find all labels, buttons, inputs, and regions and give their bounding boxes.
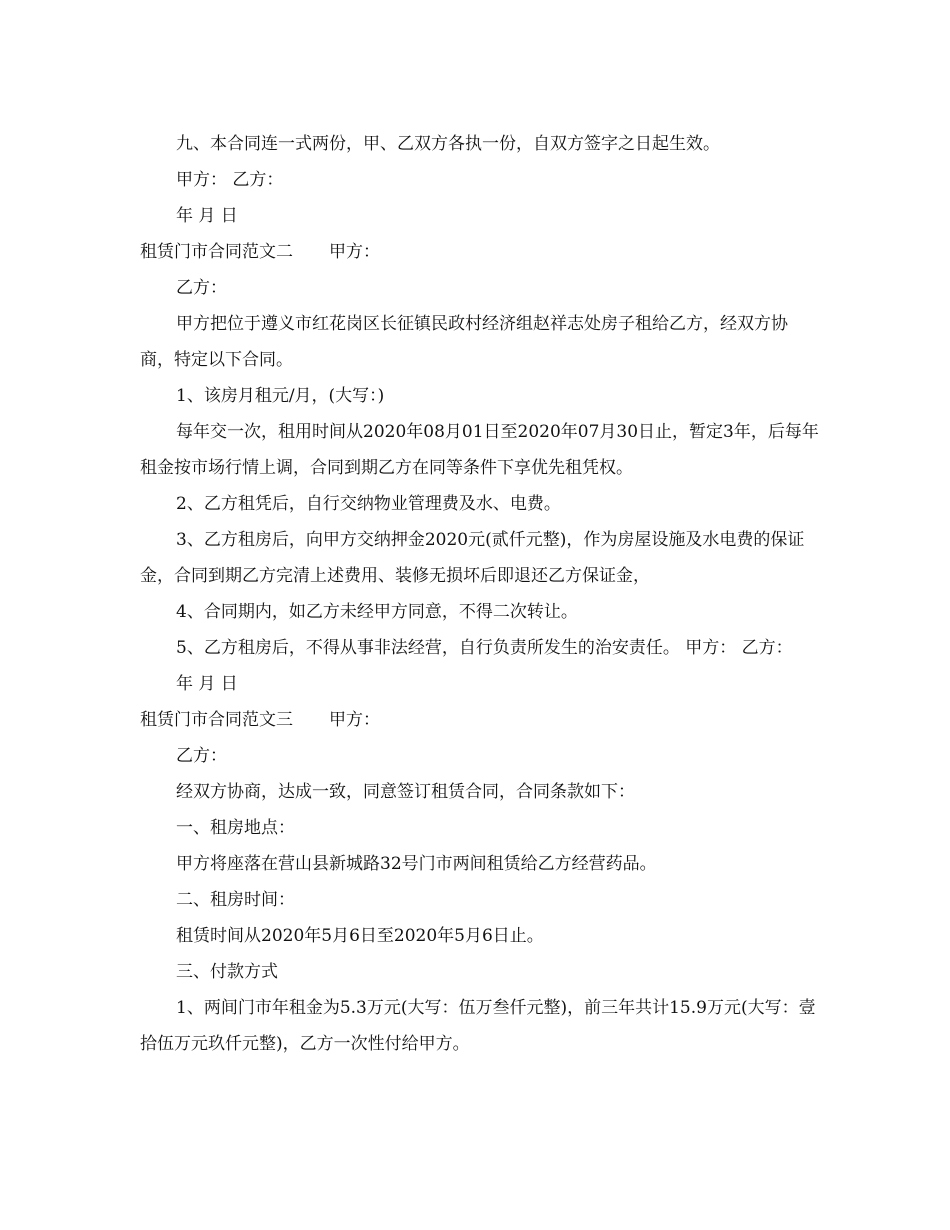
heading-time: 二、租房时间： bbox=[176, 890, 295, 910]
signature-line: 甲方： 乙方： bbox=[176, 170, 284, 190]
clause-two: 2、乙方租凭后，自行交纳物业管理费及水、电费。 bbox=[176, 494, 561, 514]
section-heading-three bbox=[140, 702, 820, 738]
paragraph: 每年交一次，租用时间从2020年08月01日至2020年07月30日止，暂定3年，后每年租金按市场行情上调，合同到期乙方在同等条件下享优先租凭权。 bbox=[140, 422, 819, 478]
paragraph: 甲方将座落在营山县新城路32号门市两间租赁给乙方经营药品。 bbox=[176, 854, 657, 874]
party-b-label: 乙方： bbox=[176, 746, 227, 766]
party-a-label: 甲方： bbox=[329, 710, 380, 730]
paragraph: 1、两间门市年租金为5.3万元(大写：伍万叁仟元整)，前三年共计15.9万元(大写：壹拾伍万元玖仟元整)，乙方一次性付给甲方。 bbox=[140, 998, 816, 1054]
paragraph: 经双方协商，达成一致，同意签订租赁合同，合同条款如下： bbox=[176, 782, 635, 802]
clause-three: 3、乙方租房后，向甲方交纳押金2020元(贰仟元整)，作为房屋设施及水电费的保证金，合同到期乙方完清上述费用、装修无损坏后即退还乙方保证金， bbox=[140, 530, 805, 586]
section-title: 租赁门市合同范文三 bbox=[140, 710, 293, 730]
clause-four: 4、合同期内，如乙方未经甲方同意，不得二次转让。 bbox=[176, 602, 578, 622]
paragraph: 租赁时间从2020年5月6日至2020年5月6日止。 bbox=[176, 926, 544, 946]
date-line: 年 月 日 bbox=[176, 674, 238, 694]
document-body bbox=[140, 126, 820, 1062]
clause-one: 1、该房月租元/月，(大写：) bbox=[176, 386, 385, 406]
clause-nine: 九、本合同连一式两份，甲、乙双方各执一份，自双方签字之日起生效。 bbox=[176, 134, 720, 154]
section-title: 租赁门市合同范文二 bbox=[140, 242, 293, 262]
heading-payment: 三、付款方式 bbox=[176, 962, 278, 982]
party-a-label: 甲方： bbox=[329, 242, 380, 262]
heading-location: 一、租房地点： bbox=[176, 818, 295, 838]
date-line: 年 月 日 bbox=[176, 206, 238, 226]
section-heading-two bbox=[140, 234, 820, 270]
paragraph: 甲方把位于遵义市红花岗区长征镇民政村经济组赵祥志处房子租给乙方，经双方协商，特定以下合同。 bbox=[140, 314, 788, 370]
clause-five: 5、乙方租房后，不得从事非法经营，自行负责所发生的治安责任。 甲方： 乙方： bbox=[176, 638, 793, 658]
party-b-label: 乙方： bbox=[176, 278, 227, 298]
